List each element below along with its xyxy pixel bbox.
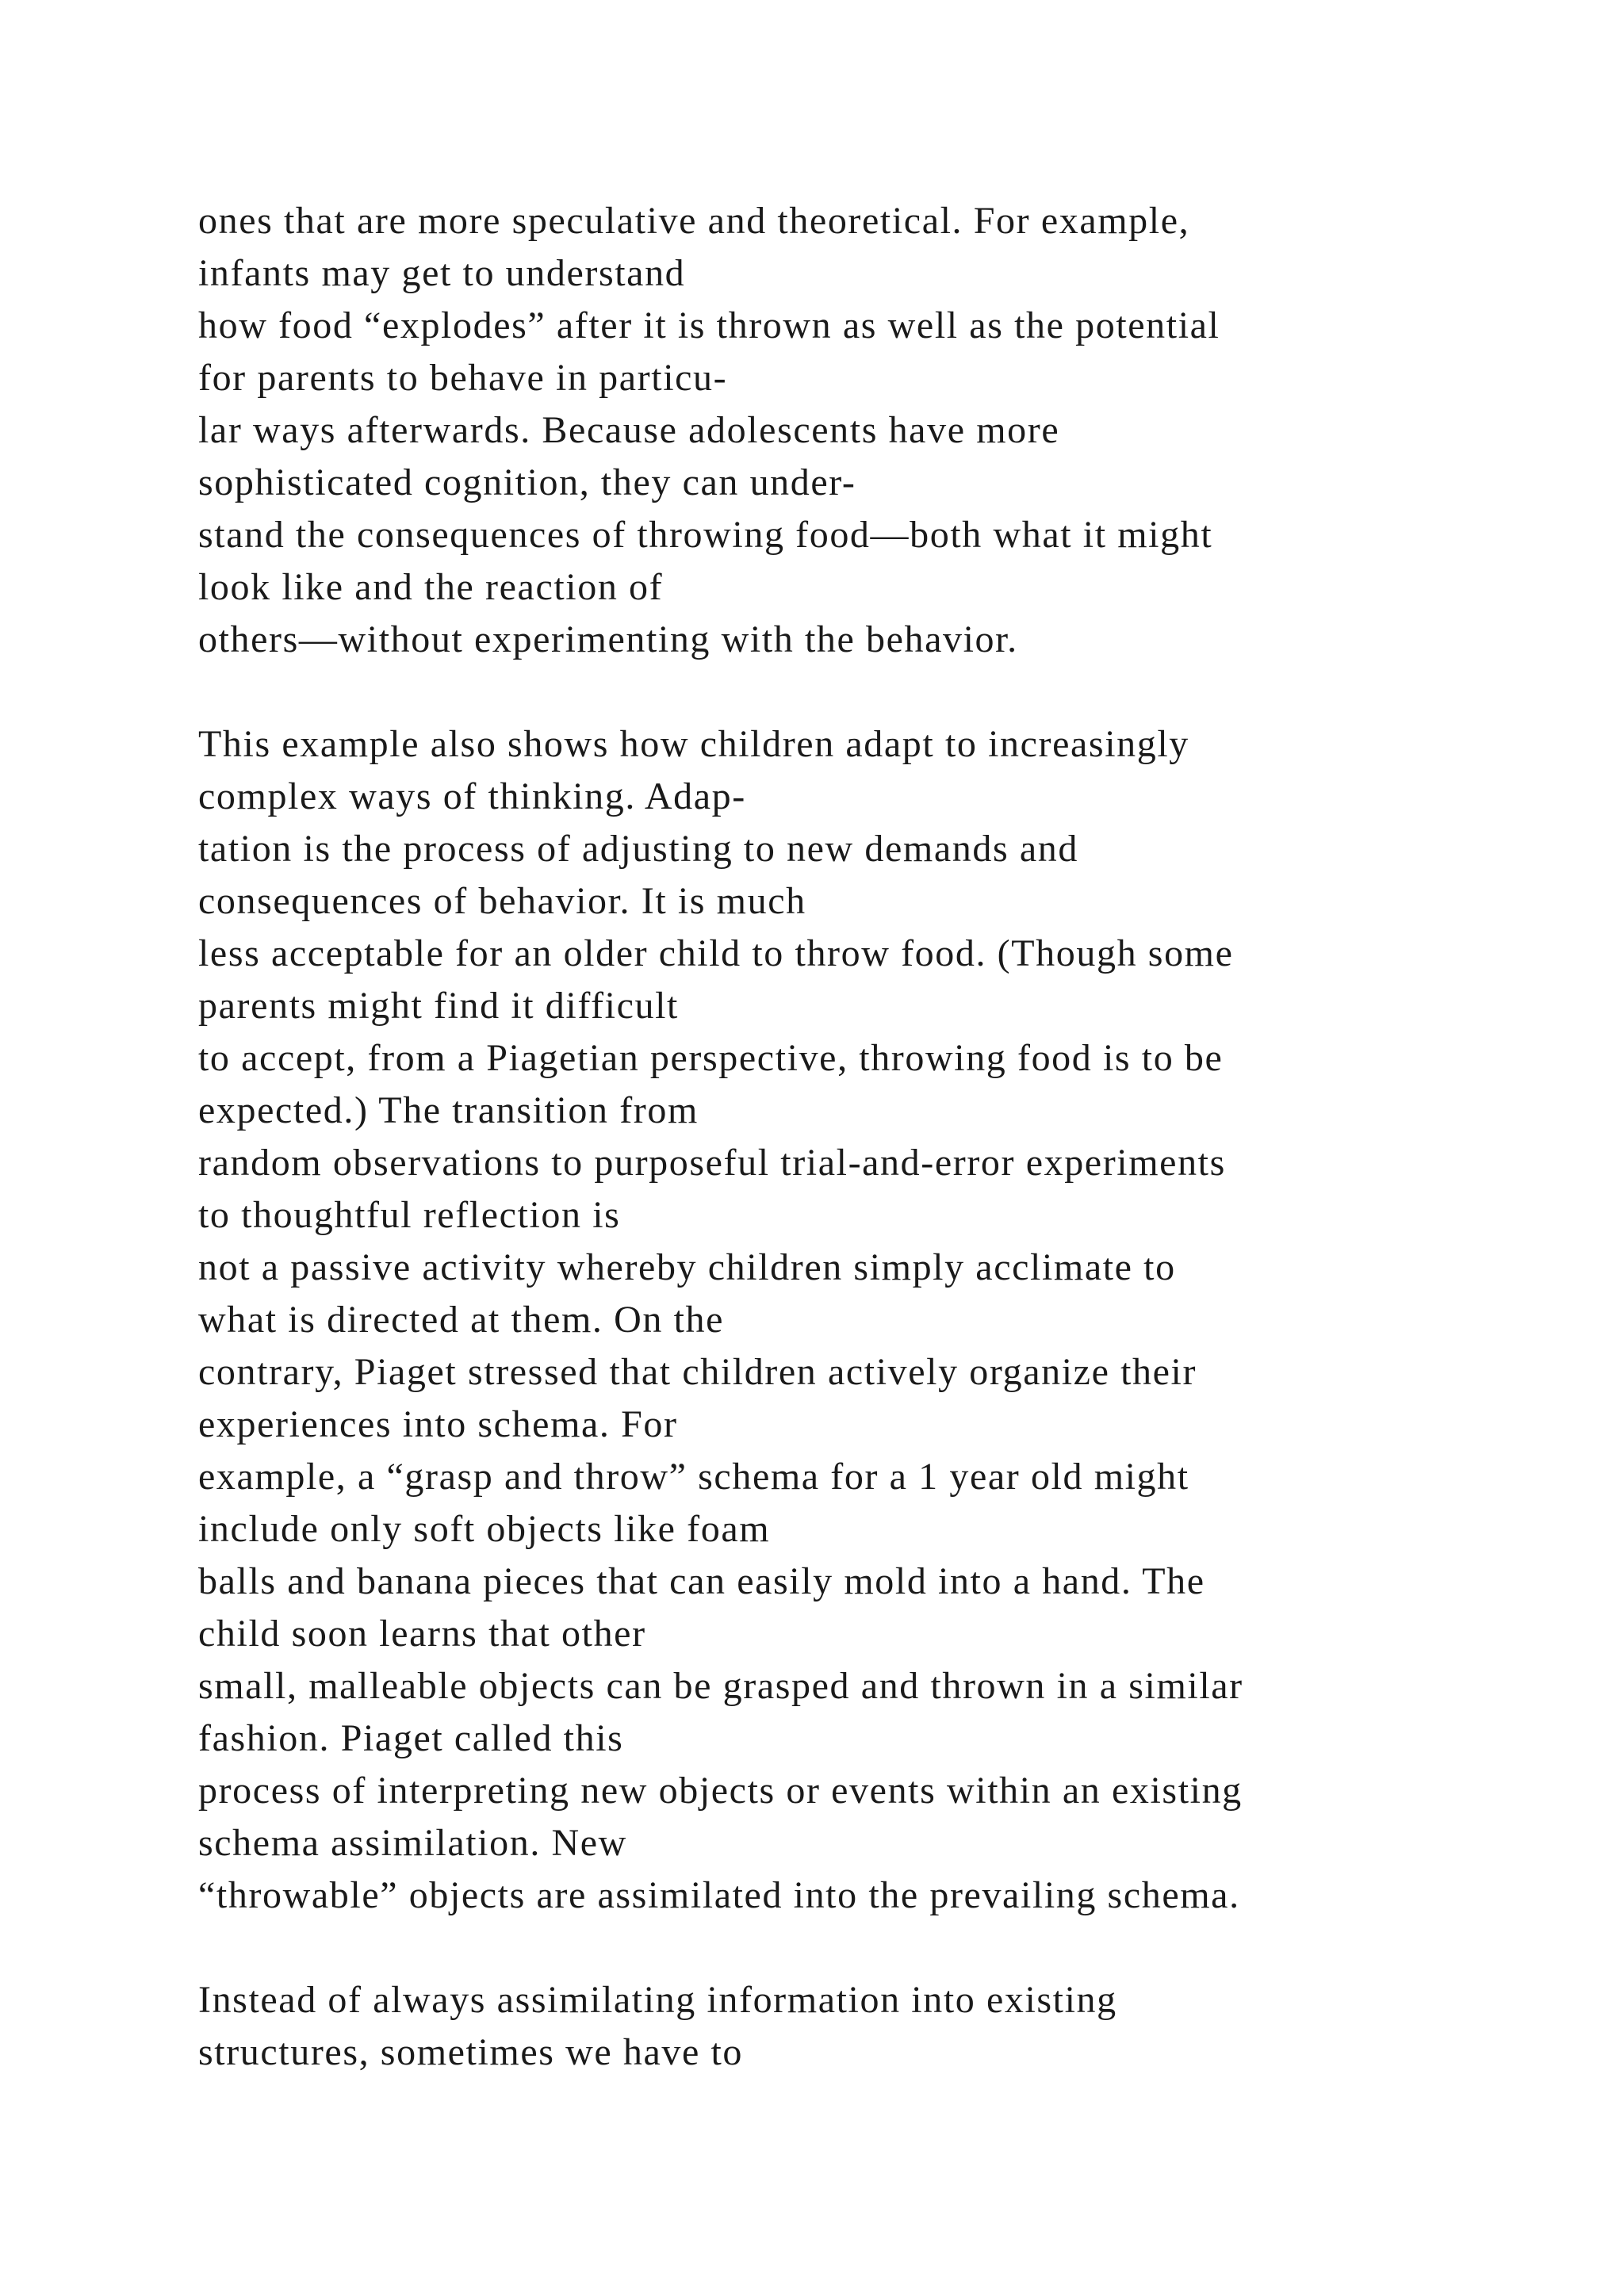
body-text: [198, 195, 1483, 2079]
paragraph-gap: [198, 1922, 1483, 1974]
paragraph: [198, 718, 1483, 1922]
text-line: contrary, Piaget stressed that children actively organize their: [198, 1351, 1197, 1393]
text-line: not a passive activity whereby children simply acclimate to: [198, 1246, 1176, 1288]
text-line: structures, sometimes we have to: [198, 2031, 744, 2073]
text-line: fashion. Piaget called this: [198, 1717, 624, 1759]
text-line: for parents to behave in particu-: [198, 357, 728, 399]
text-line: to thoughtful reflection is: [198, 1194, 621, 1236]
text-line: tation is the process of adjusting to new demands and: [198, 828, 1078, 870]
text-line: include only soft objects like foam: [198, 1508, 771, 1550]
text-line: schema assimilation. New: [198, 1822, 627, 1864]
text-line: Instead of always assimilating information into existing: [198, 1979, 1117, 2021]
text-line: random observations to purposeful trial-and-error experiments: [198, 1142, 1226, 1184]
paragraph: [198, 1974, 1483, 2079]
text-line: example, a “grasp and throw” schema for a 1 year old might: [198, 1456, 1189, 1498]
text-line: balls and banana pieces that can easily mold into a hand. The: [198, 1560, 1205, 1602]
text-line: expected.) The transition from: [198, 1089, 699, 1131]
text-line: child soon learns that other: [198, 1613, 646, 1655]
text-line: how food “explodes” after it is thrown as well as the potential: [198, 304, 1220, 346]
text-line: This example also shows how children adapt to increasingly: [198, 723, 1189, 765]
text-line: infants may get to understand: [198, 252, 686, 294]
text-line: less acceptable for an older child to throw food. (Though some: [198, 932, 1234, 974]
paragraph: [198, 195, 1483, 666]
text-line: “throwable” objects are assimilated into the prevailing schema.: [198, 1874, 1240, 1916]
text-line: stand the consequences of throwing food—both what it might: [198, 514, 1213, 556]
text-line: experiences into schema. For: [198, 1403, 678, 1445]
paragraph-gap: [198, 666, 1483, 718]
text-line: others—without experimenting with the behavior.: [198, 618, 1018, 660]
text-line: complex ways of thinking. Adap-: [198, 775, 746, 817]
text-line: to accept, from a Piagetian perspective, throwing food is to be: [198, 1037, 1224, 1079]
text-line: lar ways afterwards. Because adolescents have more: [198, 409, 1060, 451]
text-line: parents might find it difficult: [198, 985, 679, 1027]
text-line: small, malleable objects can be grasped and thrown in a similar: [198, 1665, 1243, 1707]
text-line: process of interpreting new objects or events within an existing: [198, 1770, 1243, 1812]
text-line: ones that are more speculative and theoretical. For example,: [198, 200, 1190, 242]
text-line: what is directed at them. On the: [198, 1299, 725, 1341]
text-line: look like and the reaction of: [198, 566, 664, 608]
text-line: sophisticated cognition, they can under-: [198, 461, 856, 503]
text-line: consequences of behavior. It is much: [198, 880, 806, 922]
